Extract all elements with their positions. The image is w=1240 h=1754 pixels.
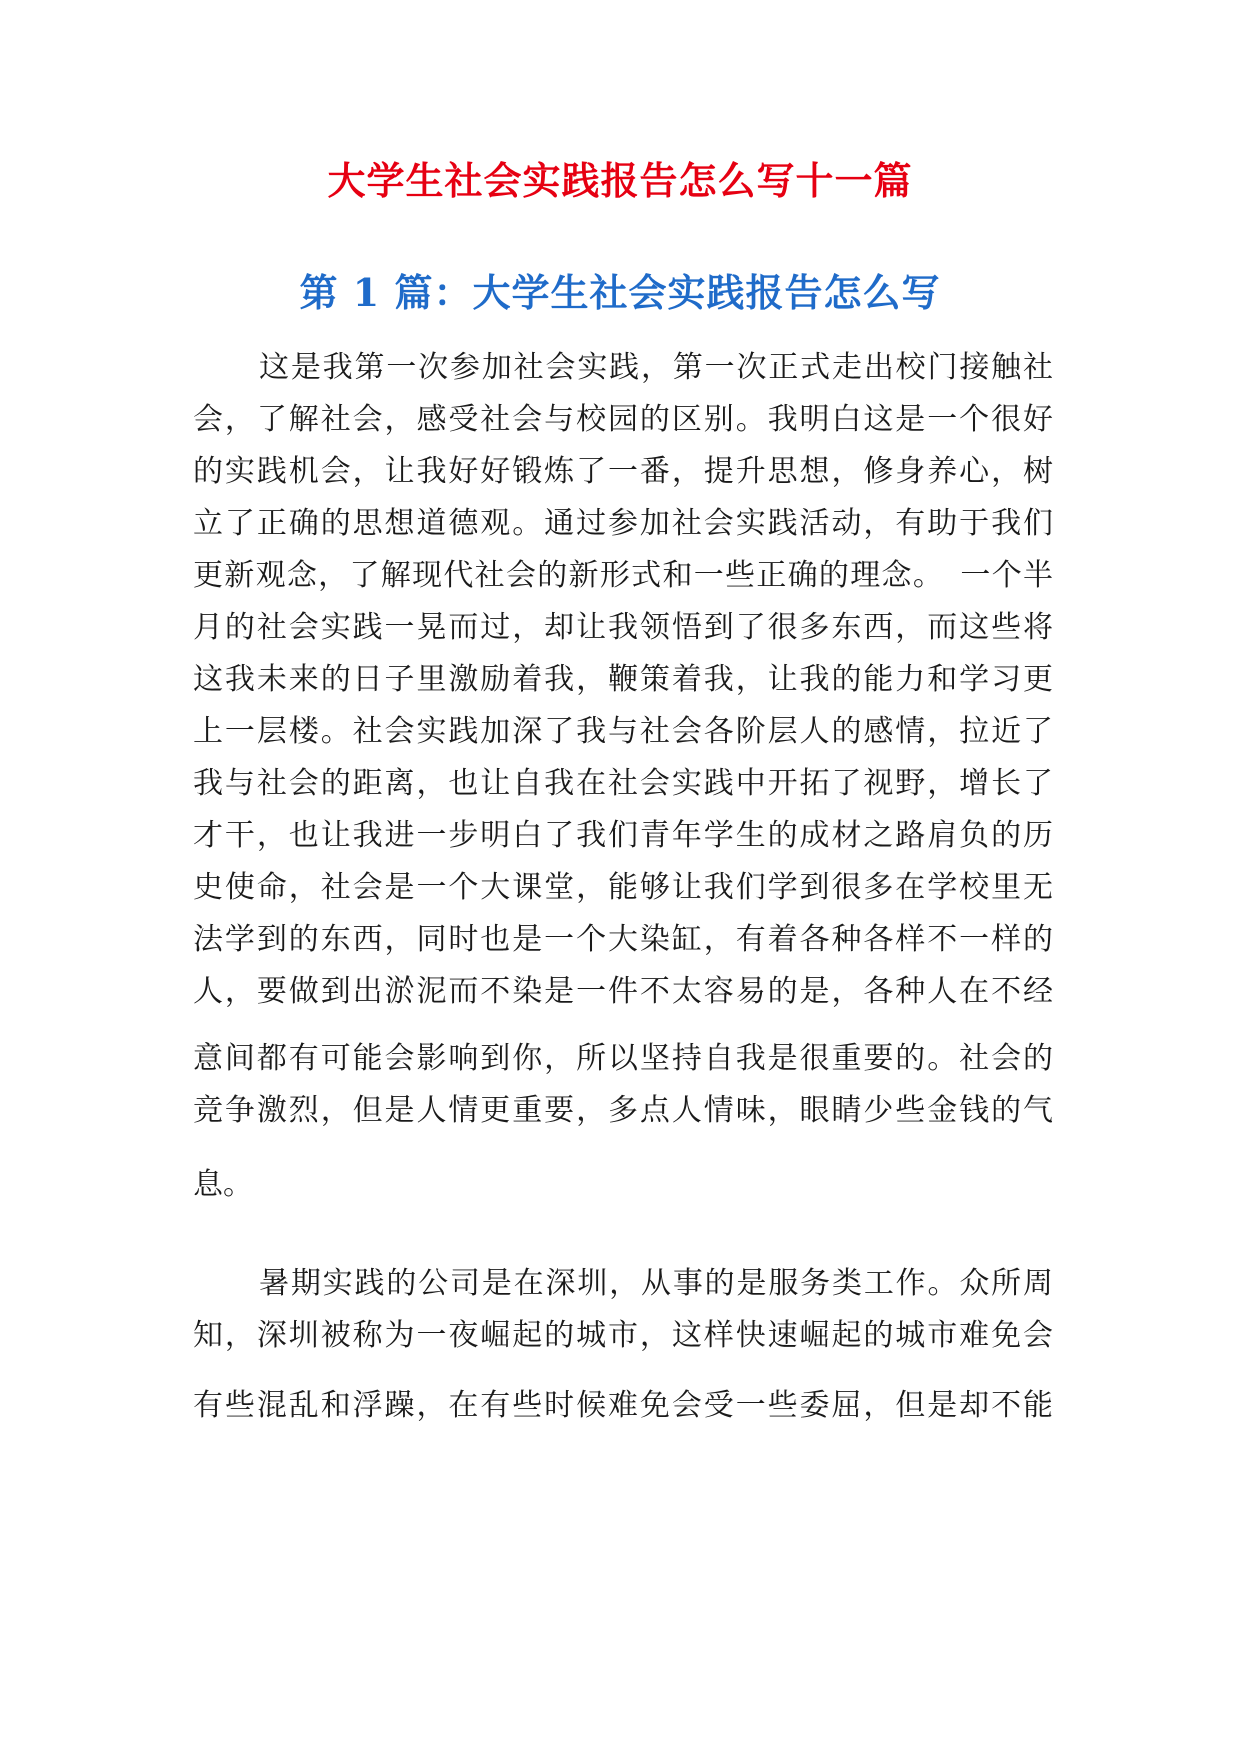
text-line: 立了正确的思想道德观。通过参加社会实践活动，有助于我们 (193, 506, 1053, 541)
document-title: 大学生社会实践报告怎么写十一篇 (327, 158, 913, 203)
text-line: 法学到的东西，同时也是一个大染缸，有着各种各样不一样的 (193, 922, 1053, 957)
text-line: 这是我第一次参加社会实践，第一次正式走出校门接触社 (259, 350, 1053, 385)
text-line: 月的社会实践一晃而过，却让我领悟到了很多东西，而这些将 (193, 610, 1053, 645)
text-line: 暑期实践的公司是在深圳，从事的是服务类工作。众所周 (259, 1266, 1053, 1301)
text-line: 史使命，社会是一个大课堂，能够让我们学到很多在学校里无 (193, 870, 1053, 905)
text-line: 这我未来的日子里激励着我，鞭策着我，让我的能力和学习更 (193, 662, 1053, 697)
text-line: 知，深圳被称为一夜崛起的城市，这样快速崛起的城市难免会 (193, 1318, 1053, 1353)
text-line: 竞争激烈，但是人情更重要，多点人情味，眼睛少些金钱的气 (193, 1093, 1053, 1128)
text-line: 的实践机会，让我好好锻炼了一番，提升思想，修身养心，树 (193, 454, 1053, 489)
document-subtitle: 第 1 篇：大学生社会实践报告怎么写 (299, 270, 941, 315)
text-line: 我与社会的距离，也让自我在社会实践中开拓了视野，增长了 (193, 766, 1053, 801)
text-line: 更新观念，了解现代社会的新形式和一些正确的理念。 一个半 (193, 558, 1053, 593)
text-line: 意间都有可能会影响到你，所以坚持自我是很重要的。社会的 (193, 1041, 1053, 1076)
text-line: 息。 (193, 1167, 253, 1202)
text-line: 上一层楼。社会实践加深了我与社会各阶层人的感情，拉近了 (193, 714, 1053, 749)
text-line: 会，了解社会，感受社会与校园的区别。我明白这是一个很好 (193, 402, 1053, 437)
text-line: 人，要做到出淤泥而不染是一件不太容易的是，各种人在不经 (193, 974, 1053, 1009)
text-line: 才干，也让我进一步明白了我们青年学生的成材之路肩负的历 (193, 818, 1053, 853)
text-line: 有些混乱和浮躁，在有些时候难免会受一些委屈，但是却不能 (193, 1388, 1053, 1423)
